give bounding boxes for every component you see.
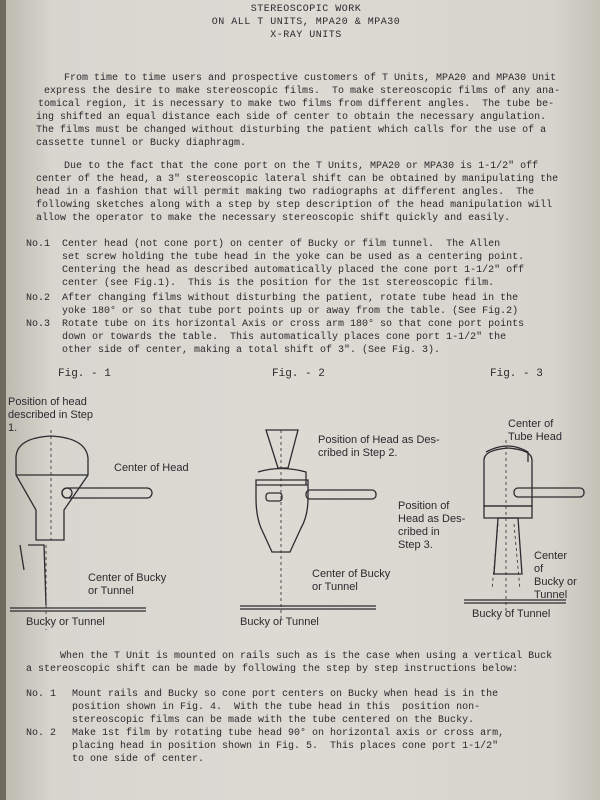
fig2-center-bucky-label: Center of Bucky or Tunnel (312, 568, 391, 593)
paragraph-line: following sketches along with a step by step description of the head manipulation will (36, 200, 553, 211)
paragraph-line: head in a fashion that will permit making two radiographs at different angles. The (36, 187, 535, 198)
step-line: placing head in position shown in Fig. 5. This places cone port 1-1/2" (72, 741, 499, 752)
paragraph-line: The films must be changed without disturbing the patient which calls for the use of a (36, 125, 547, 136)
step-number: No. 2 (26, 728, 57, 739)
fig3-label: Fig. - 3 (490, 368, 543, 380)
step-line: Mount rails and Bucky so cone port centers on Bucky when head is in the (72, 689, 499, 700)
paragraph-line: a stereoscopic shift can be made by following the step by step instructions below: (26, 664, 519, 675)
fig3-center-bucky-label: Center of Bucky or Tunnel (534, 550, 577, 601)
fig3-caption: Position of Head as Des- cribed in Step 3. (398, 500, 466, 551)
title-line-1: STEREOSCOPIC WORK (250, 4, 362, 15)
paragraph-line: When the T Unit is mounted on rails such as is the case when using a vertical Buck (60, 651, 553, 662)
fig1-label: Fig. - 1 (58, 368, 111, 380)
step-line: down or towards the table. This automatically places cone port 1-1/2" the (62, 332, 507, 343)
fig1-center-head-label: Center of Head (114, 462, 189, 474)
fig1-bucky-label: Bucky or Tunnel (26, 616, 105, 628)
step-line: to one side of center. (72, 754, 205, 765)
fig2-bucky-label: Bucky or Tunnel (240, 616, 319, 628)
step-number: No.1 (26, 239, 51, 250)
fig2-caption: Position of Head as Des- cribed in Step 2. (318, 434, 440, 459)
step-line: After changing films without disturbing the patient, rotate tube head in the (62, 293, 519, 304)
paragraph-line: tomical region, it is necessary to make two films from different angles. The tube be- (38, 99, 555, 110)
step-number: No. 1 (26, 689, 57, 700)
step-line: yoke 180° or so that tube port points up or away from the table. (See Fig.2) (62, 306, 519, 317)
document-page (6, 0, 600, 800)
paragraph-line: ing shifted an equal distance each side of center to obtain the necessary angulation. (36, 112, 547, 123)
paragraph-line: express the desire to make stereoscopic films. To make stereoscopic films of any ana- (44, 86, 561, 97)
paragraph-line: allow the operator to make the necessary stereoscopic shift quickly and easily. (36, 213, 511, 224)
step-line: center (see Fig.1). This is the position for the 1st stereoscopic film. (62, 278, 495, 289)
fig1-center-bucky-label: Center of Bucky or Tunnel (88, 572, 167, 597)
step-line: Make 1st film by rotating tube head 90° on horizontal axis or cross arm, (72, 728, 505, 739)
step-line: Center head (not cone port) on center of Bucky or film tunnel. The Allen (62, 239, 501, 250)
step-number: No.2 (26, 293, 51, 304)
fig3-center-head-label: Center of Tube Head (508, 418, 563, 443)
step-line: Centering the head as described automatically placed the cone port 1-1/2" off (62, 265, 525, 276)
title-line-2: ON ALL T UNITS, MPA20 & MPA30 (211, 17, 401, 28)
step-line: Rotate tube on its horizontal Axis or cross arm 180° so that cone port points (62, 319, 525, 330)
fig1-caption: Position of head described in Step 1. (8, 396, 93, 434)
title-line-3: X-RAY UNITS (270, 30, 342, 41)
fig3-bucky-label: Bucky of Tunnel (472, 608, 551, 620)
paragraph-line: From time to time users and prospective customers of T Units, MPA20 and MPA30 Unit (64, 73, 557, 84)
step-line: other side of center, making a total shift of 3". (See Fig. 3). (62, 345, 441, 356)
step-line: set screw holding the tube head in the yoke can be used as a centering point. (62, 252, 525, 263)
step-number: No.3 (26, 319, 51, 330)
paragraph-line: Due to the fact that the cone port on the T Units, MPA20 or MPA30 is 1-1/2" off (64, 161, 539, 172)
paragraph-line: center of the head, a 3" stereoscopic lateral shift can be obtained by manipulating the (36, 174, 559, 185)
fig2-label: Fig. - 2 (272, 368, 325, 380)
step-line: position shown in Fig. 4. With the tube head in this position non- (72, 702, 481, 713)
fig1-drawing (6, 430, 206, 630)
paragraph-line: cassette tunnel or Bucky diaphragm. (36, 138, 247, 149)
step-line: stereoscopic films can be made with the tube centered on the Bucky. (72, 715, 475, 726)
